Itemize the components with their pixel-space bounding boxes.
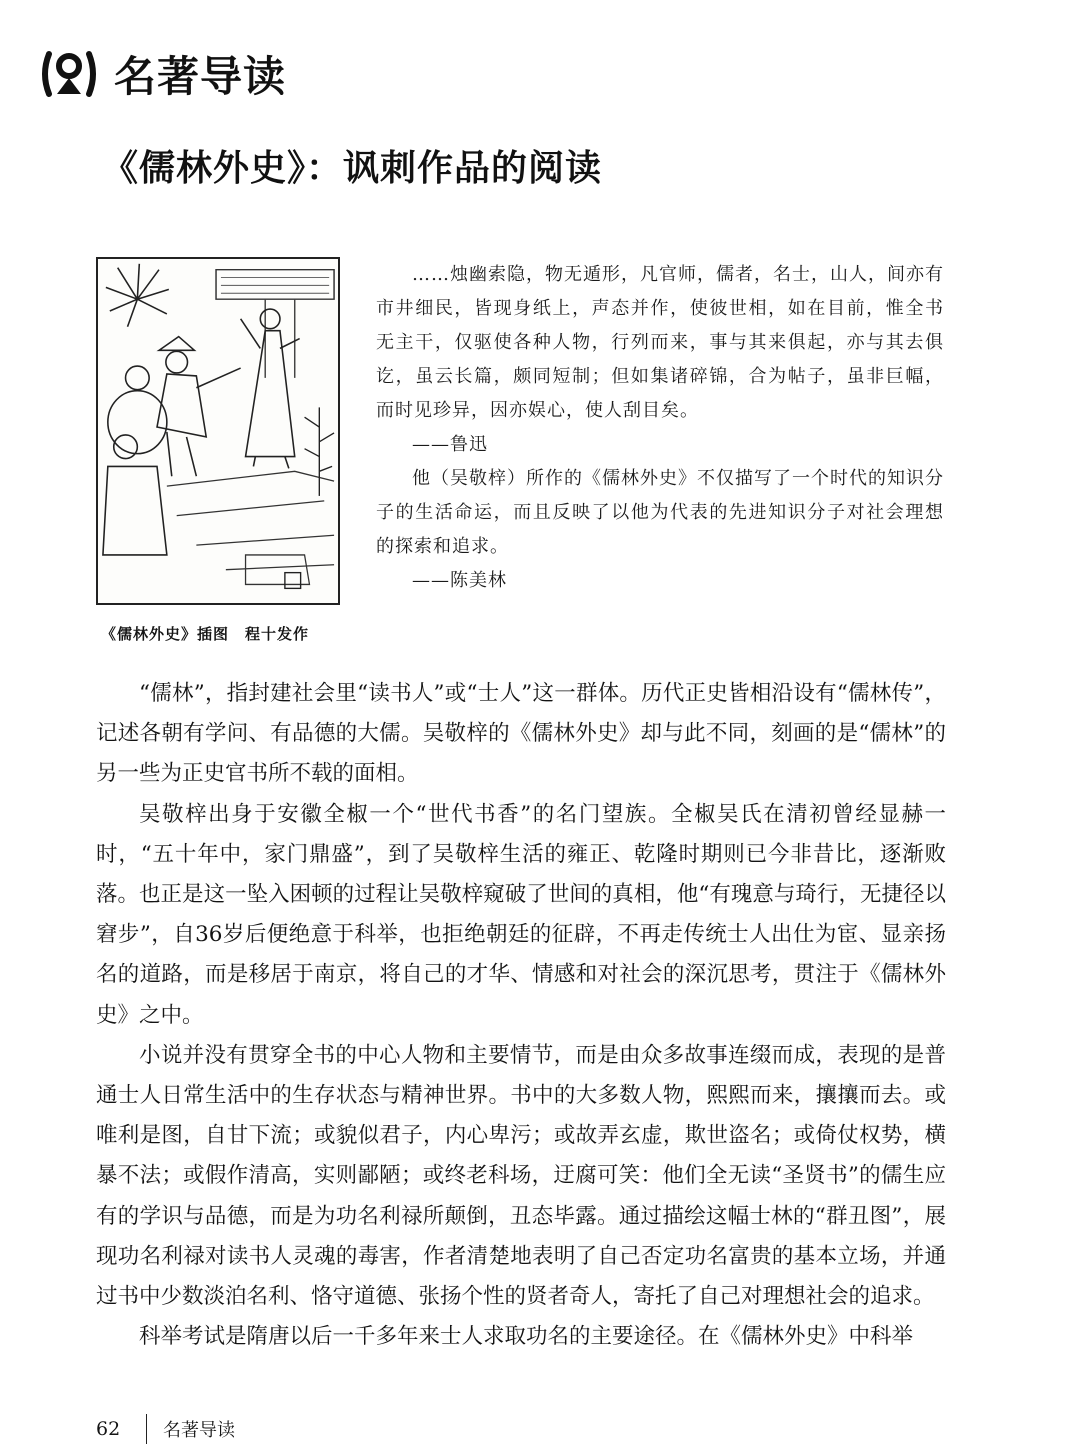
section-title: 名著导读 [114,52,287,101]
page-number: 62 [96,1418,121,1440]
body-paragraph: 小说并没有贯穿全书的中心人物和主要情节，而是由众多故事连缀而成，表现的是普通士人日常生活中的生存状态与精神世界。书中的大多数人物，熙熙而来，攘攘而去。或唯利是图，自甘下流；或貌似君子，内心卑污；或故弄玄虚，欺世盗名；或倚仗权势，横暴不法；或假作清高，实则鄙陋；或终老科场，迂腐可笑：他们全无读“圣贤书”的儒生应有的学识与品德，而是为功名利禄所颠倒，丑态毕露。通过描绘这幅士林的“群丑图”，展现功名利禄对读书人灵魂的毒害，作者清楚地表明了自己否定功名富贵的基本立场，并通过书中少数淡泊名利、恪守道德、张扬个性的贤者奇人，寄托了自己对理想社会的追求。 [96,1042,946,1310]
article-title: 《儒林外史》：讽刺作品的阅读 [102,147,603,189]
quote-author: ——鲁迅 [412,434,488,455]
book-illustration [96,257,340,605]
page-footer [96,1413,235,1445]
body-paragraph: “儒林”，指封建社会里“读书人”或“士人”这一群体。历代正史皆相沿设有“儒林传”，记述各朝有学问、有品德的大儒。吴敬梓的《儒林外史》却与此不同，刻画的是“儒林”的另一些为正史官书所不载的面相。 [96,681,946,787]
epigraph-quotes [376,258,944,598]
section-header [38,46,286,102]
quote-text: 他（吴敬梓）所作的《儒林外史》不仅描写了一个时代的知识分子的生活命运，而且反映了以他为代表的先进知识分子对社会理想的探索和追求。 [376,468,944,557]
footer-section-label: 名著导读 [163,1420,235,1441]
quote-author: ——陈美林 [412,570,507,591]
ink-illustration-figures [98,259,338,603]
footer-divider [146,1414,147,1444]
article-body [96,674,946,1357]
quote-text: ……烛幽索隐，物无遁形，凡官师，儒者，名士，山人，间亦有市井细民，皆现身纸上，声态并作，使彼世相，如在目前，惟全书无主干，仅驱使各种人物，行列而来，事与其来俱起，亦与其去俱讫，虽云长篇，颇同短制；但如集诸碎锦，合为帖子，虽非巨幅，而时见珍异，因亦娱心，使人刮目矣。 [376,264,944,421]
illustration-caption: 《儒林外史》插图 程十发作 [101,625,310,643]
body-paragraph: 科举考试是隋唐以后一千多年来士人求取功名的主要途径。在《儒林外史》中科举 [139,1324,914,1350]
book-reading-icon [38,46,100,102]
body-paragraph: 吴敬梓出身于安徽全椒一个“世代书香”的名门望族。全椒吴氏在清初曾经显赫一时，“五十年中，家门鼎盛”，到了吴敬梓生活的雍正、乾隆时期则已今非昔比，逐渐败落。也正是这一坠入困顿的过程让吴敬梓窥破了世间的真相，他“有瑰意与琦行，无捷径以窘步”，自36岁后便绝意于科举，也拒绝朝廷的征辟，不再走传统士人出仕为宦、显亲扬名的道路，而是移居于南京，将自己的才华、情感和对社会的深沉思考，贯注于《儒林外史》之中。 [96,801,946,1028]
